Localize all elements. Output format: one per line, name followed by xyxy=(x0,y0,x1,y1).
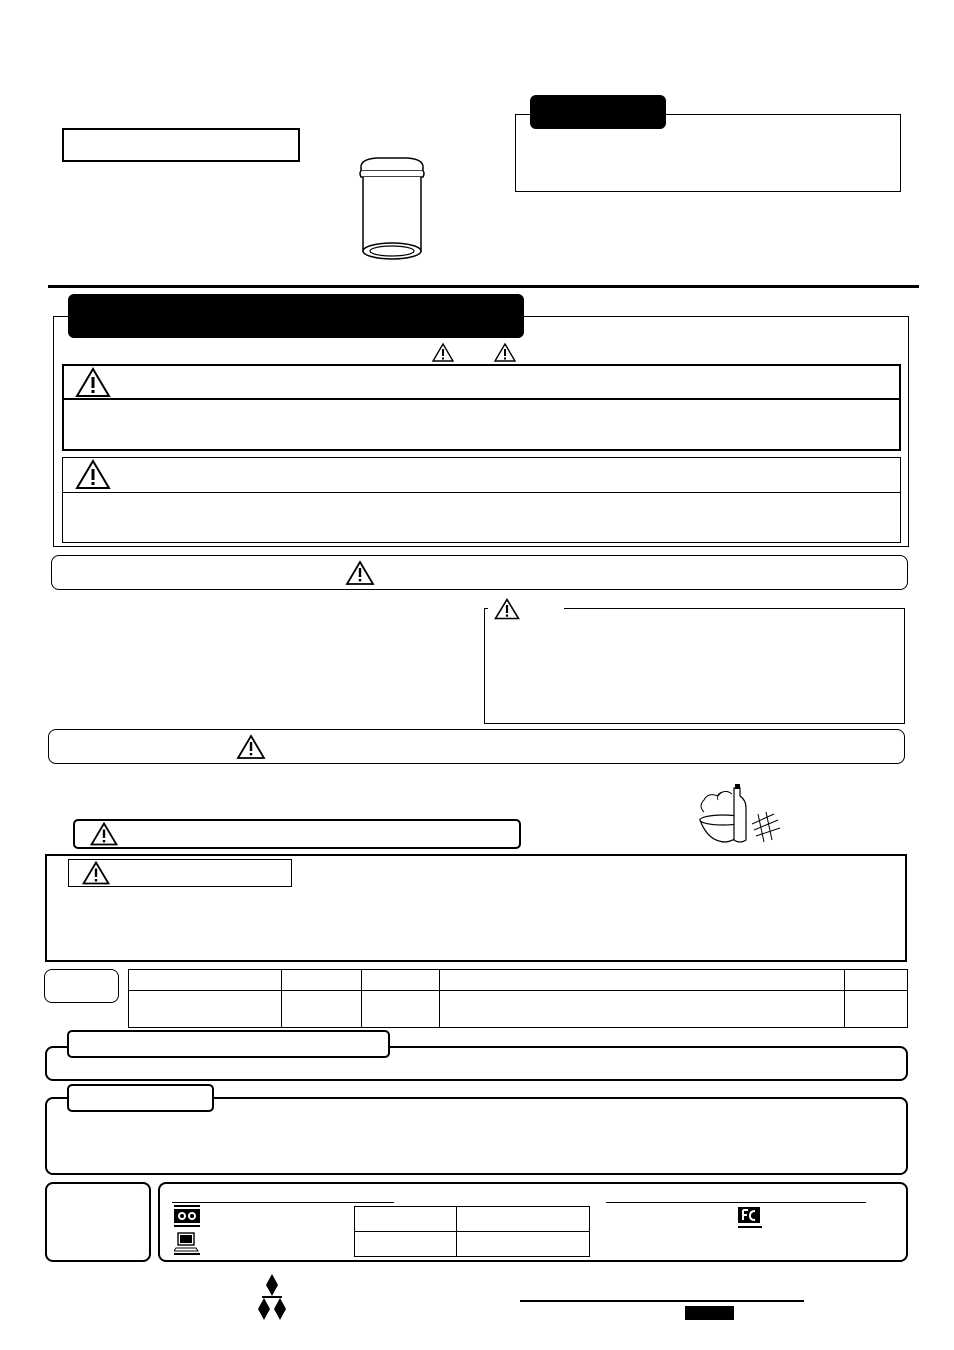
warning-triangle-icon xyxy=(432,343,454,362)
info-section-1-tab xyxy=(67,1030,390,1058)
caution-banner xyxy=(51,555,908,590)
warning-triangle-icon xyxy=(75,459,111,490)
warning-triangle-icon xyxy=(75,367,111,398)
free-call-icon xyxy=(736,1206,764,1230)
three-diamonds-logo-icon xyxy=(256,1274,288,1322)
chemical-caution-label xyxy=(73,819,521,849)
warning-triangle-icon xyxy=(345,560,375,586)
ceiling-light-icon xyxy=(355,155,430,265)
safety-section-tab xyxy=(68,294,524,338)
chemicals-illustration-icon xyxy=(694,784,784,848)
caution-box xyxy=(62,457,901,543)
table-row xyxy=(129,991,908,1028)
header-rule xyxy=(48,285,919,288)
top-notice-tab xyxy=(530,95,666,129)
footer-code-block xyxy=(685,1306,734,1320)
warning-triangle-icon xyxy=(494,343,516,362)
caution-banner-2 xyxy=(48,729,905,764)
spec-header-cell xyxy=(281,970,361,991)
model-name-box xyxy=(62,128,300,162)
contact-cell xyxy=(355,1207,457,1232)
internet-computer-icon xyxy=(174,1232,200,1256)
warning-triangle-icon xyxy=(82,861,110,885)
spec-cell xyxy=(845,991,908,1028)
warning-triangle-icon xyxy=(236,734,266,760)
footer-rule xyxy=(520,1300,804,1302)
table-row xyxy=(355,1232,590,1257)
table-row xyxy=(355,1207,590,1232)
spec-cell xyxy=(281,991,361,1028)
spec-cell xyxy=(361,991,439,1028)
warning-triangle-icon xyxy=(90,822,118,846)
spec-header-cell xyxy=(129,970,282,991)
contact-rule-right xyxy=(606,1202,866,1203)
spec-cell xyxy=(439,991,844,1028)
warning-triangle-icon xyxy=(494,598,520,620)
table-row xyxy=(129,970,908,991)
contact-label-box xyxy=(45,1182,151,1262)
spec-table xyxy=(128,969,908,1028)
contact-table xyxy=(354,1206,590,1257)
spec-label-box xyxy=(44,969,119,1003)
spec-header-cell xyxy=(845,970,908,991)
warning-box-header xyxy=(62,364,901,400)
spec-header-cell xyxy=(439,970,844,991)
info-section-2-tab xyxy=(67,1084,214,1112)
free-dial-icon xyxy=(172,1204,202,1230)
contact-rule-left xyxy=(172,1202,394,1203)
warning-box-body xyxy=(62,398,901,451)
caution-box-divider xyxy=(62,492,901,493)
spec-header-cell xyxy=(361,970,439,991)
spec-cell xyxy=(129,991,282,1028)
contact-cell xyxy=(355,1232,457,1257)
side-caution-box xyxy=(484,608,905,724)
contact-cell xyxy=(456,1207,589,1232)
contact-cell xyxy=(456,1232,589,1257)
